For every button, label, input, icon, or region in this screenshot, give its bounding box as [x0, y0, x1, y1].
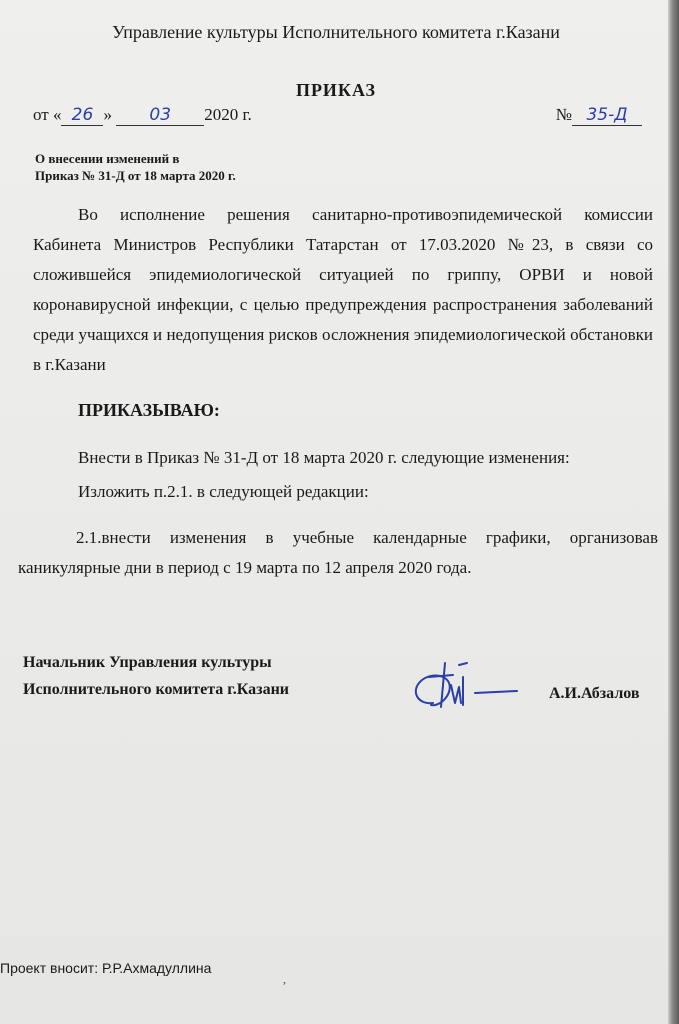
subject-block	[35, 150, 236, 184]
handwritten-signature	[405, 655, 525, 715]
order-point-2-1: 2.1.внести изменения в учебные календарные графики, организовав каникулярные дни в период с 19 марта по 12 апреля 2020 года.	[18, 528, 658, 577]
date-quote-close: »	[103, 105, 112, 124]
order-number-line	[556, 105, 642, 126]
order-number: 35-Д	[572, 105, 642, 126]
signatory-position-1: Начальник Управления культуры	[23, 654, 272, 671]
date-month: 03	[116, 105, 204, 126]
order-line-1: Внести в Приказ № 31-Д от 18 марта 2020 г. следующие изменения:	[78, 448, 570, 467]
preamble-paragraph: Во исполнение решения санитарно-противоэпидемической комиссии Кабинета Министров Республики Татарстан от 17.03.2020 №23, в связи со сложившейся эпидемиологической ситуацией по гриппу, ОРВИ и новой коронавирусной инфекции, с целью предупреждения распространения заболеваний среди учащихся и недопущения рисков осложнения эпидемиологической обстановки в г.Казани	[33, 205, 653, 374]
order-line-2: Изложить п.2.1. в следующей редакции:	[78, 482, 369, 501]
date-prefix: от «	[33, 105, 62, 124]
page-edge-shadow	[668, 0, 679, 1024]
date-day: 26	[61, 105, 103, 126]
document-title: ПРИКАЗ	[295, 80, 377, 100]
number-label: №	[555, 105, 572, 124]
stray-mark: ,	[283, 972, 286, 986]
subject-line-2: Приказ № 31-Д от 18 марта 2020 г.	[35, 168, 236, 183]
signatory-name: А.И.Абзалов	[549, 685, 640, 702]
organization-header: Управление культуры Исполнительного комитета г.Казани	[112, 22, 560, 42]
date-year: 2020 г.	[204, 105, 252, 124]
date-line	[33, 105, 252, 126]
signatory-position-2: Исполнительного комитета г.Казани	[23, 681, 290, 698]
order-word: ПРИКАЗЫВАЮ:	[78, 400, 220, 420]
prepared-by: Проект вносит: Р.Р.Ахмадуллина	[0, 960, 212, 976]
subject-line-1: О внесении изменений в	[35, 151, 180, 166]
